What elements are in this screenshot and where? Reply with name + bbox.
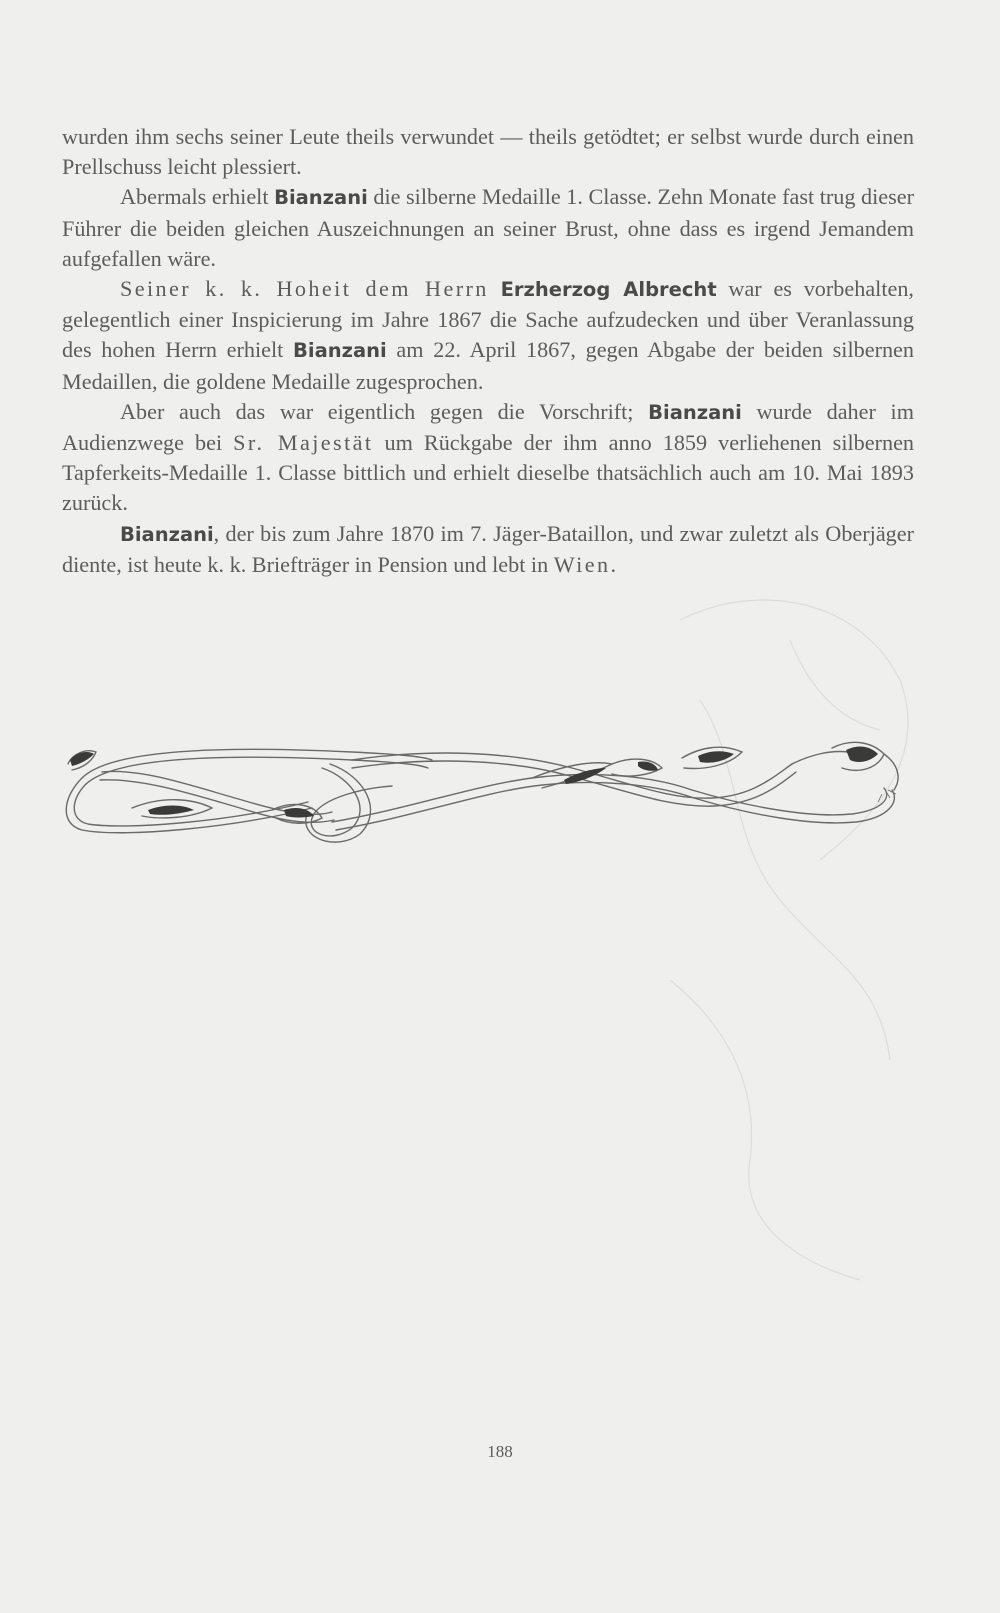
text-run: um Rückgabe der ihm anno 1859 verliehenen silbernen Tapferkeits-Medaille 1. Classe bittlich und erhielt dieselbe thatsächlich auch am 10. Mai 1893 zurück. [62, 430, 915, 516]
text-run: wurden ihm sechs seiner Leute theils verwundet — theils getödtet; er selbst wurde durch einen Prellschuss leicht plessiert. [62, 124, 914, 180]
show-through-illustration [640, 560, 940, 1320]
emphasized-name: Bianzani [120, 522, 214, 546]
text-run: die silberne Medaille 1. Classe. Zehn Monate fast trug dieser Führer die beiden gleichen Auszeichnungen an seiner Brust, ohne dass es irgend Jemandem aufgefallen wäre. [62, 184, 914, 271]
text-run: Aber auch das war eigentlich gegen die Vorschrift; [120, 398, 649, 424]
floral-vine-ornament [52, 738, 924, 858]
paragraph [62, 274, 914, 397]
text-run: Sr. Majestät [233, 430, 374, 456]
emphasized-name: Bianzani [274, 186, 368, 210]
paragraph [62, 182, 914, 274]
text-run: , der bis zum Jahre 1870 im 7. Jäger-Bataillon, und zwar zuletzt als Oberjäger diente, ist heute k. k. Briefträger in Pension und lebt in [62, 520, 914, 577]
text-run: Abermals erhielt [120, 184, 275, 210]
page-number: 188 [487, 1442, 513, 1461]
emphasized-name: Bianzani [293, 339, 387, 363]
emphasized-name: Erzherzog Albrecht [500, 278, 717, 302]
text-run: Wien [553, 551, 611, 577]
text-run [489, 276, 501, 301]
text-run: war es vorbehalten, gelegentlich einer Inspicierung im Jahre 1867 die Sache aufzudecken und über Veranlassung des hohen Herrn erhielt [62, 276, 914, 363]
paragraph [62, 397, 914, 519]
body-text [62, 122, 914, 580]
emphasized-name: Bianzani [648, 400, 742, 424]
paragraph [62, 519, 914, 580]
text-run: wurde daher im Audienzwege bei [62, 398, 914, 456]
text-run: Seiner k. k. Hoheit dem Herrn [120, 276, 489, 302]
paragraph [62, 122, 914, 182]
text-run: . [610, 551, 617, 577]
text-run: am 22. April 1867, gegen Abgabe der beiden silbernen Medaillen, die goldene Medaille zugesprochen. [62, 337, 914, 394]
